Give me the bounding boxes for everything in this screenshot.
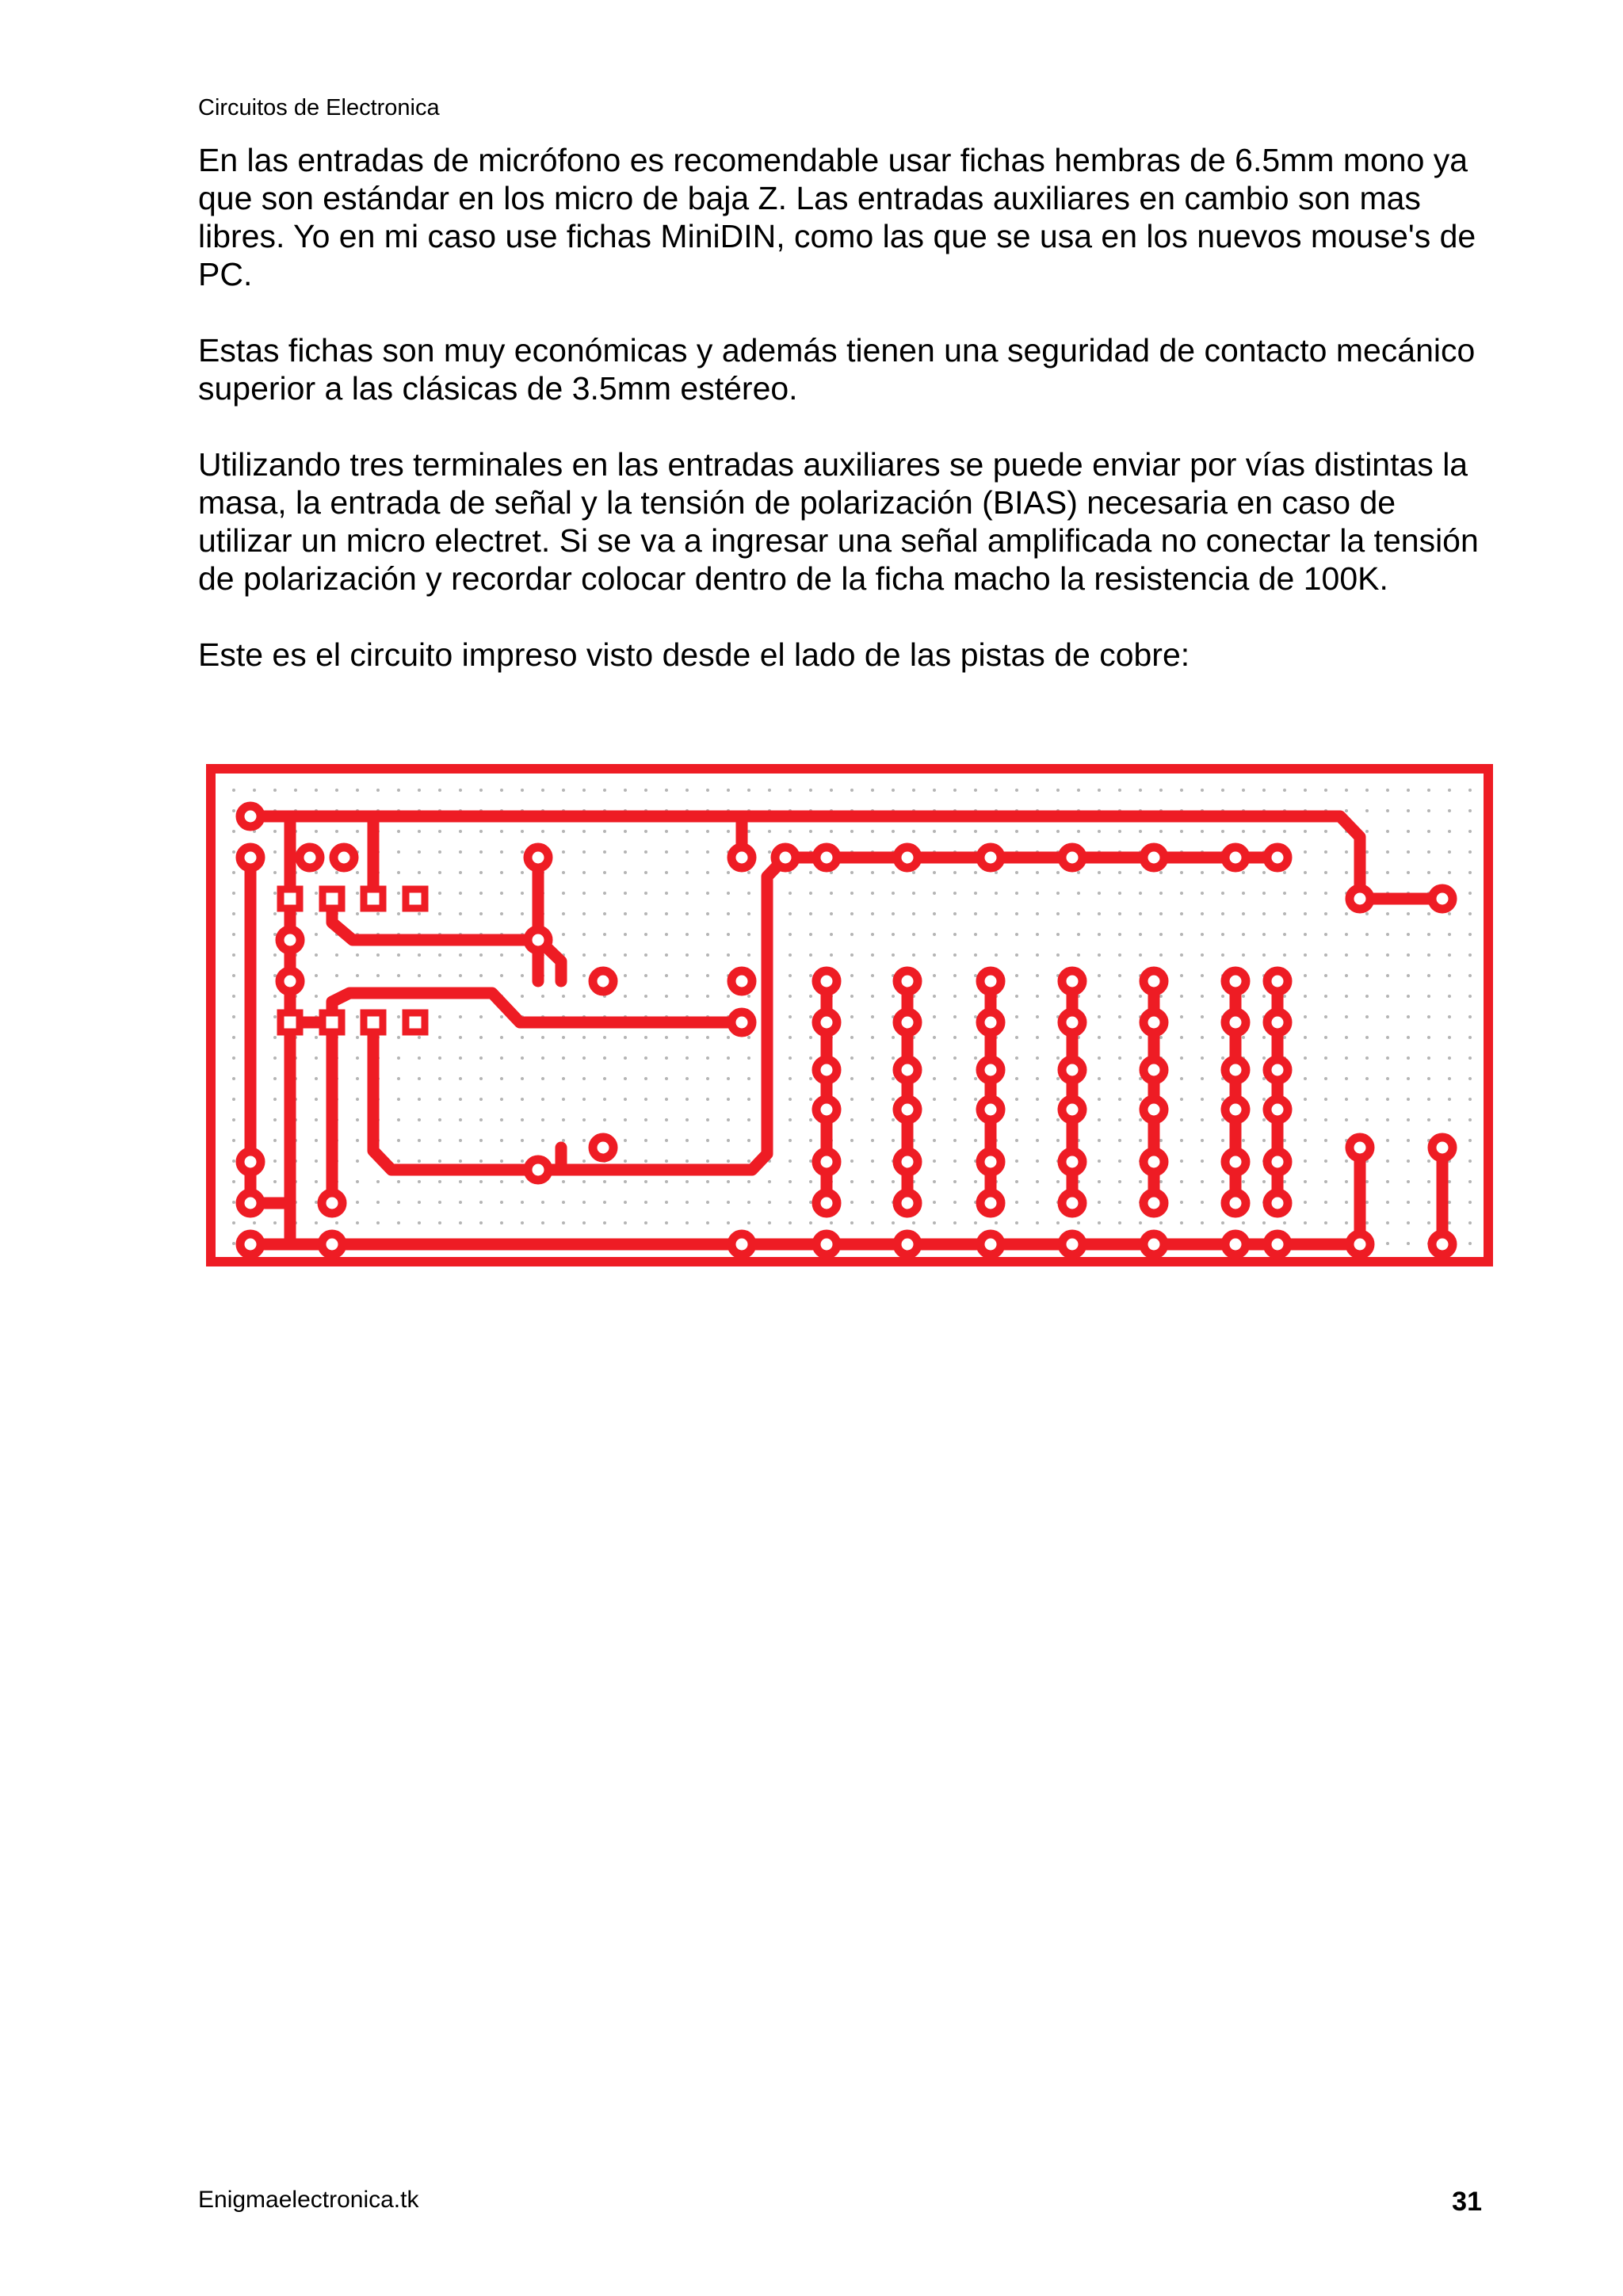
pcb-round-pad — [731, 847, 752, 868]
pcb-round-pad — [240, 806, 261, 827]
pcb-round-pad — [1350, 1137, 1370, 1158]
pcb-round-pad — [1062, 1012, 1083, 1033]
pcb-round-pad — [1062, 1234, 1083, 1255]
paragraph-3: Utilizando tres terminales en las entradas auxiliares se puede enviar por vías distintas la masa, la entrada de señal y la tensión de polarización (BIAS) necesaria en caso de utilizar un micro electret. Si se va a ingresar una señal amplificada no conectar la tensión de polarización y recordar colocar dentro de la ficha macho la resistencia de 100K. — [198, 446, 1479, 597]
paragraph-2: Estas fichas son muy económicas y además tienen una seguridad de contacto mecánico superior a las clásicas de 3.5mm estéreo. — [198, 332, 1476, 407]
pcb-round-pad — [1267, 847, 1288, 868]
pcb-round-pad — [816, 1193, 837, 1213]
pcb-round-pad — [1144, 1234, 1164, 1255]
pcb-round-pad — [1062, 1193, 1083, 1213]
pcb-round-pad — [240, 847, 261, 868]
pcb-round-pad — [1267, 1012, 1288, 1033]
pcb-round-pad — [980, 1099, 1001, 1120]
pcb-round-pad — [334, 847, 354, 868]
pcb-round-pad — [816, 1012, 837, 1033]
pcb-round-pad — [816, 1099, 837, 1120]
pcb-square-pad — [406, 889, 425, 908]
pcb-round-pad — [322, 1193, 342, 1213]
pcb-round-pad — [1062, 1099, 1083, 1120]
pcb-round-pad — [980, 1060, 1001, 1080]
pcb-round-pad — [897, 1193, 918, 1213]
pcb-square-pad — [364, 1013, 383, 1032]
pcb-round-pad — [322, 1234, 342, 1255]
pcb-round-pad — [1350, 888, 1370, 909]
paragraph-1: En las entradas de micrófono es recomendable usar fichas hembras de 6.5mm mono ya que son estándar en los micro de baja Z. Las entradas auxiliares en cambio son mas libres. Yo en mi caso use fichas MiniDIN, como las que se usa en los nuevos mouse's de PC. — [198, 142, 1476, 292]
pcb-square-pad — [364, 889, 383, 908]
pcb-round-pad — [1432, 1137, 1453, 1158]
pcb-round-pad — [816, 1060, 837, 1080]
pcb-round-pad — [1062, 1060, 1083, 1080]
pcb-round-pad — [775, 847, 796, 868]
pcb-round-pad — [1144, 847, 1164, 868]
pcb-round-pad — [897, 1099, 918, 1120]
pcb-round-pad — [1225, 1234, 1246, 1255]
pcb-round-pad — [1267, 971, 1288, 991]
pcb-round-pad — [1144, 1193, 1164, 1213]
pcb-round-pad — [1225, 1193, 1246, 1213]
body-text — [198, 141, 1498, 712]
pcb-round-pad — [816, 1234, 837, 1255]
pcb-round-pad — [528, 1159, 548, 1180]
pcb-square-pad — [281, 889, 300, 908]
pcb-round-pad — [593, 1137, 613, 1158]
pcb-round-pad — [731, 1234, 752, 1255]
running-header: Circuitos de Electronica — [198, 95, 440, 120]
pcb-round-pad — [240, 1234, 261, 1255]
pcb-round-pad — [1144, 1012, 1164, 1033]
paragraph-4: Este es el circuito impreso visto desde el lado de las pistas de cobre: — [198, 636, 1190, 673]
pcb-round-pad — [240, 1152, 261, 1172]
pcb-round-pad — [1267, 1152, 1288, 1172]
pcb-round-pad — [816, 971, 837, 991]
pcb-round-pad — [1432, 888, 1453, 909]
pcb-round-pad — [1144, 1152, 1164, 1172]
pcb-round-pad — [1267, 1234, 1288, 1255]
footer-site: Enigmaelectronica.tk — [198, 2187, 419, 2213]
pcb-round-pad — [1432, 1234, 1453, 1255]
pcb-round-pad — [897, 1234, 918, 1255]
pcb-square-pad — [323, 1013, 342, 1032]
pcb-round-pad — [1225, 1099, 1246, 1120]
pcb-round-pad — [1225, 847, 1246, 868]
pcb-copper-layout — [203, 759, 1496, 1271]
pcb-round-pad — [1225, 1012, 1246, 1033]
pcb-round-pad — [980, 1152, 1001, 1172]
pcb-round-pad — [1225, 971, 1246, 991]
pcb-round-pad — [731, 971, 752, 991]
pcb-round-pad — [1350, 1234, 1370, 1255]
pcb-square-pad — [281, 1013, 300, 1032]
pcb-round-pad — [1144, 971, 1164, 991]
pcb-round-pad — [1267, 1193, 1288, 1213]
pcb-square-pad — [406, 1013, 425, 1032]
pcb-round-pad — [1267, 1099, 1288, 1120]
page-number: 31 — [1452, 2187, 1482, 2217]
pcb-round-pad — [240, 1193, 261, 1213]
pcb-round-pad — [1144, 1060, 1164, 1080]
pcb-round-pad — [528, 930, 548, 950]
pcb-round-pad — [816, 1152, 837, 1172]
pcb-round-pad — [280, 971, 300, 991]
pcb-round-pad — [980, 1193, 1001, 1213]
pcb-round-pad — [980, 1234, 1001, 1255]
pcb-round-pad — [897, 1012, 918, 1033]
pcb-round-pad — [593, 971, 613, 991]
pcb-round-pad — [980, 1012, 1001, 1033]
pcb-round-pad — [816, 847, 837, 868]
pcb-round-pad — [1062, 1152, 1083, 1172]
pcb-round-pad — [300, 847, 320, 868]
pcb-round-pad — [897, 847, 918, 868]
pcb-round-pad — [731, 1012, 752, 1033]
pcb-round-pad — [897, 1060, 918, 1080]
pcb-round-pad — [1225, 1060, 1246, 1080]
pcb-round-pad — [980, 971, 1001, 991]
pcb-round-pad — [1062, 971, 1083, 991]
pcb-round-pad — [897, 971, 918, 991]
pcb-round-pad — [280, 930, 300, 950]
pcb-round-pad — [897, 1152, 918, 1172]
pcb-round-pad — [1144, 1099, 1164, 1120]
pcb-round-pad — [1267, 1060, 1288, 1080]
pcb-round-pad — [980, 847, 1001, 868]
pcb-round-pad — [528, 847, 548, 868]
pcb-round-pad — [1062, 847, 1083, 868]
pcb-round-pad — [1225, 1152, 1246, 1172]
pcb-square-pad — [323, 889, 342, 908]
